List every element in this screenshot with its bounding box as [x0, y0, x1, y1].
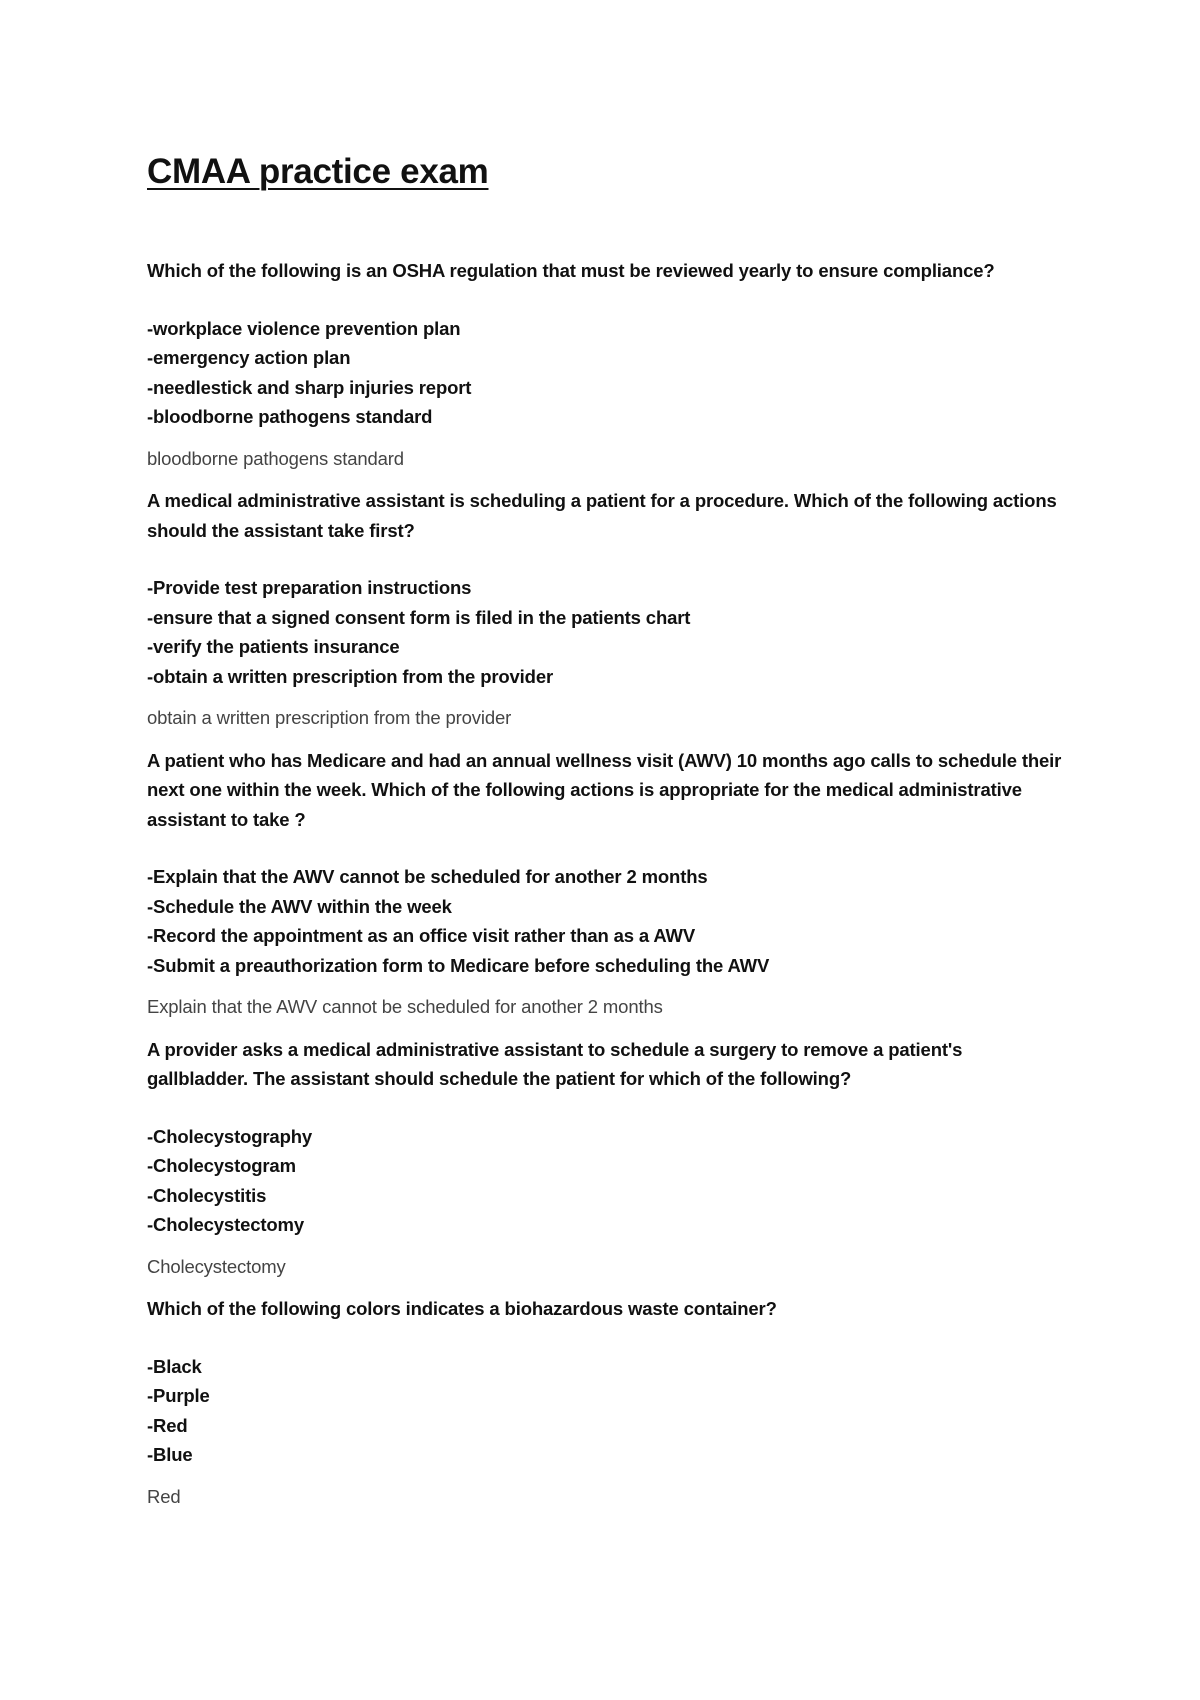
option-item: -emergency action plan [147, 347, 351, 368]
option-item: -obtain a written prescription from the provider [147, 665, 554, 687]
option-list [147, 573, 1067, 691]
option-item: -workplace violence prevention plan [147, 317, 461, 339]
option-list [147, 314, 1067, 432]
option-item: -Cholecystectomy [147, 1214, 304, 1235]
option-item: -ensure that a signed consent form is filed in the patients chart [147, 606, 691, 628]
option-list [147, 1352, 1067, 1470]
option-item: -Red [147, 1414, 188, 1436]
question-block-3 [147, 746, 1067, 1022]
answer-text: Explain that the AWV cannot be scheduled for another 2 months [147, 996, 663, 1017]
option-item: -Record the appointment as an office visit rather than as a AWV [147, 925, 696, 946]
option-item: -Schedule the AWV within the week [147, 895, 452, 917]
question-text: A provider asks a medical administrative assistant to schedule a surgery to remove a patient's gallbladder. The assistant should schedule the patient for which of the following? [147, 1038, 963, 1089]
option-item: -Purple [147, 1385, 210, 1406]
question-block-5 [147, 1294, 1067, 1511]
option-list [147, 1122, 1067, 1240]
question-block-2 [147, 486, 1067, 733]
option-item: -Cholecystogram [147, 1155, 296, 1176]
option-item: -bloodborne pathogens standard [147, 406, 433, 427]
question-text: A medical administrative assistant is scheduling a patient for a procedure. Which of the following actions should the assistant take first? [147, 490, 1057, 541]
answer-text: Cholecystectomy [147, 1255, 286, 1277]
option-item: -Blue [147, 1444, 193, 1465]
option-item: -Cholecystography [147, 1125, 313, 1147]
question-text: Which of the following colors indicates a biohazardous waste container? [147, 1298, 777, 1319]
option-item: -Black [147, 1355, 202, 1377]
question-block-1 [147, 256, 1067, 473]
document-page [147, 150, 1067, 1524]
option-item: -needlestick and sharp injuries report [147, 376, 472, 398]
document-title: CMAA practice exam [147, 152, 489, 191]
answer-text: bloodborne pathogens standard [147, 447, 404, 469]
answer-text: Red [147, 1485, 181, 1507]
option-item: -verify the patients insurance [147, 636, 400, 657]
option-item: -Explain that the AWV cannot be scheduled for another 2 months [147, 866, 708, 887]
option-list [147, 862, 1067, 980]
question-text: A patient who has Medicare and had an annual wellness visit (AWV) 10 months ago calls to schedule their next one within the week. Which of the following actions is appropriate for the medical administrative assistant to take ? [147, 749, 1062, 830]
question-block-4 [147, 1035, 1067, 1282]
option-item: -Submit a preauthorization form to Medicare before scheduling the AWV [147, 954, 770, 976]
answer-text: obtain a written prescription from the provider [147, 707, 512, 728]
option-item: -Cholecystitis [147, 1184, 267, 1206]
option-item: -Provide test preparation instructions [147, 577, 472, 598]
question-text: Which of the following is an OSHA regulation that must be reviewed yearly to ensure compliance? [147, 260, 995, 281]
